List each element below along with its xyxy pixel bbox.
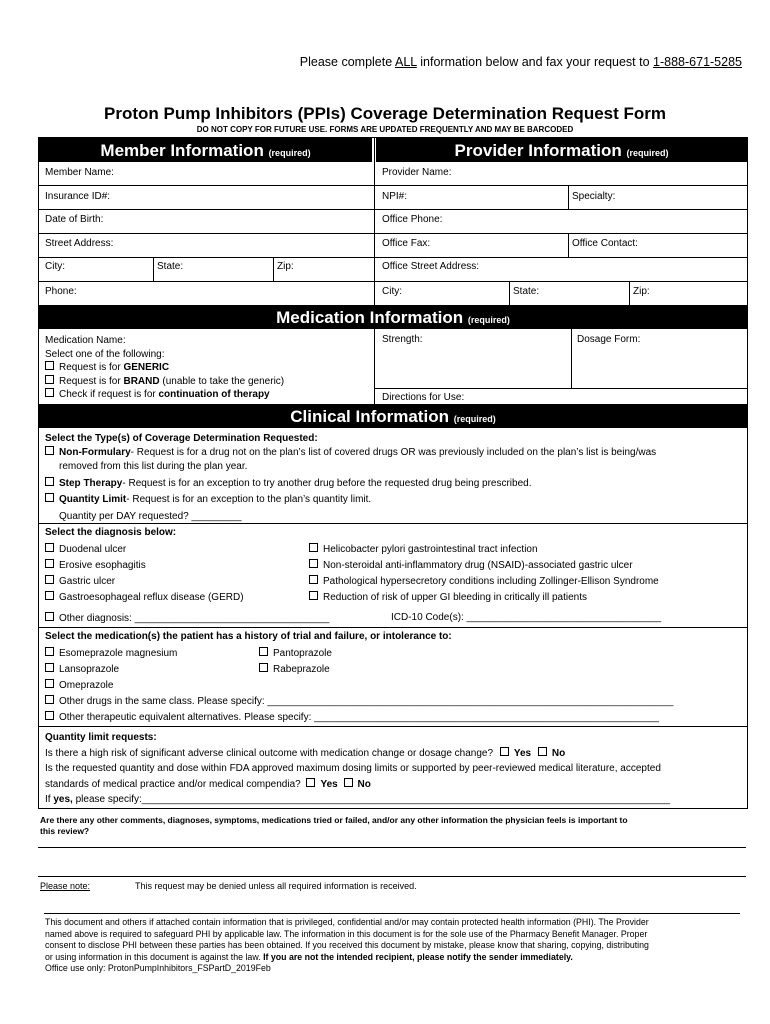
ql2-no-checkbox[interactable]: [344, 778, 353, 787]
history-col2: [259, 646, 332, 678]
member-state-field[interactable]: State:: [157, 261, 184, 272]
fax-number: 1-888-671-5285: [653, 55, 742, 69]
other-equivalent-field[interactable]: Other therapeutic equivalent alternatives. Please specify: ______________________________________________________________: [45, 710, 673, 726]
diagnosis-checkbox[interactable]: [45, 591, 54, 600]
diagnosis-zollinger[interactable]: Pathological hypersecretory conditions including Zollinger-Ellison Syndrome: [309, 574, 659, 590]
member-zip-field[interactable]: Zip:: [277, 261, 294, 272]
nonformulary-checkbox[interactable]: [45, 446, 54, 455]
diagnosis-checkbox[interactable]: [309, 559, 318, 568]
diagnosis-left-list: [45, 542, 244, 606]
footer-divider: [44, 913, 740, 914]
clinical-required: (required): [453, 414, 496, 424]
fax-prefix: Please complete: [299, 55, 393, 69]
medication-block: [45, 334, 284, 402]
med-checkbox[interactable]: [259, 647, 268, 656]
provider-state-field[interactable]: State:: [513, 286, 540, 297]
quantity-per-day-field[interactable]: Quantity per DAY requested? _________: [59, 511, 242, 522]
office-fax-field[interactable]: Office Fax:: [382, 238, 431, 249]
select-one-label: Select one of the following:: [45, 348, 165, 360]
please-note-label: Please note:: [40, 881, 91, 891]
med-checkbox[interactable]: [45, 647, 54, 656]
npi-field[interactable]: NPI#:: [382, 191, 408, 202]
member-city-field[interactable]: City:: [45, 261, 65, 272]
ql2-yes-checkbox[interactable]: [306, 778, 315, 787]
med-checkbox[interactable]: [45, 679, 54, 688]
ql-question-2b: standards of medical practice and/or medical compendia? Yes No: [45, 778, 371, 790]
directions-field[interactable]: Directions for Use:: [382, 392, 465, 403]
diagnosis-checkbox[interactable]: [309, 591, 318, 600]
diagnosis-checkbox[interactable]: [45, 575, 54, 584]
diagnosis-gastric[interactable]: Gastric ulcer: [45, 574, 244, 590]
diagnosis-checkbox[interactable]: [45, 559, 54, 568]
comment-line-2[interactable]: [38, 876, 746, 877]
provider-heading: Provider Information: [454, 141, 622, 160]
provider-section-header: [376, 138, 747, 162]
other-diagnosis-field[interactable]: Other diagnosis: ___________________________________: [45, 612, 329, 624]
history-col1: [45, 646, 673, 726]
med-lansoprazole[interactable]: Lansoprazole: [45, 662, 673, 678]
member-name-field[interactable]: Member Name:: [45, 167, 114, 178]
confidentiality-notice: This document and others if attached contain information that is privileged, confidential and/or may contain protected health information (PHI). The Provider named above is required to safeguard PHI by applicable law. The information in this document is for the sole use of the Pharmacy Benefit Manager. Proper consent to disclose PHI between these parties has been obtained. If you received this document by mistake, please know that sharing, copying, distributing or using information in this document is against the law. If you are not the intended recipient, please notify the sender immediately. Office use only: ProtonPumpInhibitors_FSPartD_2019Feb: [45, 917, 745, 975]
if-yes-specify-field[interactable]: If yes, please specify:_______________________________________________________________________________________________: [45, 794, 671, 805]
ql-question-1: Is there a high risk of significant adverse clinical outcome with medication change or dosage change? Yes No: [45, 747, 566, 759]
diagnosis-nsaid[interactable]: Non-steroidal anti-inflammatory drug (NSAID)-associated gastric ulcer: [309, 558, 659, 574]
ql1-no-checkbox[interactable]: [538, 747, 547, 756]
office-use-code: Office use only: ProtonPumpInhibitors_FSPartD_2019Feb: [45, 963, 271, 973]
provider-name-field[interactable]: Provider Name:: [382, 167, 452, 178]
generic-option[interactable]: Request is for GENERIC: [45, 361, 284, 375]
strength-field[interactable]: Strength:: [382, 334, 423, 345]
ql-question-2: Is the requested quantity and dose within FDA approved maximum dosing limits or supported by peer-reviewed medical literature, accepted: [45, 763, 661, 774]
clinical-section-header: [39, 404, 747, 428]
member-street-field[interactable]: Street Address:: [45, 238, 114, 249]
ql1-yes-checkbox[interactable]: [500, 747, 509, 756]
provider-city-field[interactable]: City:: [382, 286, 402, 297]
fax-middle: information below and fax your request to: [420, 55, 650, 69]
specialty-field[interactable]: Specialty:: [572, 191, 616, 202]
history-heading: Select the medication(s) the patient has a history of trial and failure, or intolerance to:: [45, 631, 452, 642]
insurance-id-field[interactable]: Insurance ID#:: [45, 191, 111, 202]
diagnosis-heading: Select the diagnosis below:: [45, 527, 177, 538]
form-title: Proton Pump Inhibitors (PPIs) Coverage Determination Request Form: [103, 104, 666, 123]
medication-required: (required): [467, 315, 510, 325]
quantity-option[interactable]: Quantity Limit- Request is for an exception to the plan’s quantity limit.: [45, 493, 656, 507]
nonformulary-text-cont: removed from this list during the plan year.: [59, 461, 248, 472]
office-street-field[interactable]: Office Street Address:: [382, 261, 480, 272]
continuation-option[interactable]: Check if request is for continuation of therapy: [45, 388, 284, 402]
diagnosis-checkbox[interactable]: [309, 575, 318, 584]
other-drugs-checkbox[interactable]: [45, 695, 54, 704]
medication-name-field[interactable]: Medication Name:: [45, 335, 126, 346]
diagnosis-checkbox[interactable]: [309, 543, 318, 552]
diagnosis-erosive[interactable]: Erosive esophagitis: [45, 558, 244, 574]
diagnosis-checkbox[interactable]: [45, 543, 54, 552]
brand-option[interactable]: Request is for BRAND (unable to take the generic): [45, 375, 284, 389]
icd10-field[interactable]: ICD-10 Code(s): ___________________________________: [391, 612, 662, 623]
office-contact-field[interactable]: Office Contact:: [572, 238, 638, 249]
med-rabeprazole[interactable]: Rabeprazole: [259, 662, 332, 678]
diagnosis-right-list: [309, 542, 659, 606]
med-checkbox[interactable]: [259, 663, 268, 672]
dob-field[interactable]: Date of Birth:: [45, 214, 104, 225]
please-note-text: This request may be denied unless all required information is received.: [135, 881, 417, 891]
fax-instruction: [0, 55, 742, 69]
med-omeprazole[interactable]: Omeprazole: [45, 678, 673, 694]
brand-checkbox[interactable]: [45, 375, 54, 384]
med-pantoprazole[interactable]: Pantoprazole: [259, 646, 332, 662]
member-section-header: [39, 138, 372, 162]
clinical-heading: Clinical Information: [290, 407, 449, 426]
nonformulary-option[interactable]: Non-Formulary- Request is for a drug not on the plan’s list of covered drugs OR was previously included on the plan’s list is being/was: [45, 446, 656, 460]
diagnosis-duodenal[interactable]: Duodenal ulcer: [45, 542, 244, 558]
diagnosis-hpylori[interactable]: Helicobacter pylori gastrointestinal tract infection: [309, 542, 659, 558]
quantity-checkbox[interactable]: [45, 493, 54, 502]
medication-heading: Medication Information: [276, 308, 464, 327]
types-heading: Select the Type(s) of Coverage Determination Requested:: [45, 433, 318, 444]
comments-question: Are there any other comments, diagnoses, symptoms, medications tried or failed, and/or any other information the physician feels is important to this review?: [40, 815, 628, 836]
request-form: [38, 137, 748, 809]
other-drugs-field[interactable]: Other drugs in the same class. Please specify: _________________________________________________________________________: [45, 694, 673, 710]
member-heading: Member Information: [100, 141, 264, 160]
med-checkbox[interactable]: [45, 663, 54, 672]
medication-section-header: [39, 305, 747, 329]
generic-checkbox[interactable]: [45, 361, 54, 370]
provider-required: (required): [626, 148, 669, 158]
continuation-checkbox[interactable]: [45, 388, 54, 397]
member-phone-field[interactable]: Phone:: [45, 286, 77, 297]
provider-zip-field[interactable]: Zip:: [633, 286, 650, 297]
member-required: (required): [268, 148, 311, 158]
med-esomeprazole[interactable]: Esomeprazole magnesium: [45, 646, 673, 662]
other-equivalent-checkbox[interactable]: [45, 711, 54, 720]
diagnosis-gerd[interactable]: Gastroesophageal reflux disease (GERD): [45, 590, 244, 606]
step-option[interactable]: Step Therapy- Request is for an exception to try another drug before the requested drug being prescribed.: [45, 477, 656, 491]
comment-line-1[interactable]: [38, 847, 746, 848]
quantity-limit-block: [45, 730, 670, 808]
ql-heading: Quantity limit requests:: [45, 732, 157, 743]
step-checkbox[interactable]: [45, 477, 54, 486]
coverage-types-block: [45, 432, 656, 524]
fax-all: ALL: [394, 55, 417, 69]
diagnosis-gi-bleeding[interactable]: Reduction of risk of upper GI bleeding in critically ill patients: [309, 590, 659, 606]
office-phone-field[interactable]: Office Phone:: [382, 214, 443, 225]
dosage-form-field[interactable]: Dosage Form:: [577, 334, 641, 345]
form-subtitle: DO NOT COPY FOR FUTURE USE. FORMS ARE UPDATED FREQUENTLY AND MAY BE BARCODED: [196, 125, 574, 134]
other-diagnosis-checkbox[interactable]: [45, 612, 54, 621]
